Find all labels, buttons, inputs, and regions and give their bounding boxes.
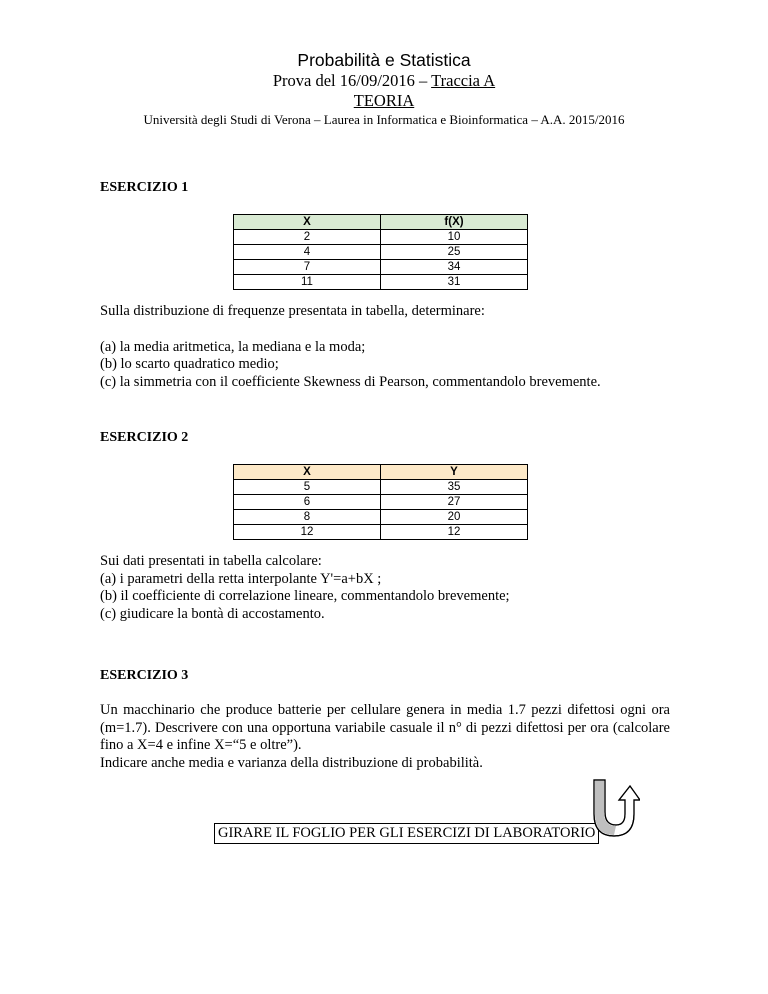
exercise-1-text bbox=[100, 303, 670, 391]
table-cell: 12 bbox=[234, 525, 381, 540]
table-header-row bbox=[234, 215, 528, 230]
theory-label: TEORIA bbox=[353, 91, 415, 110]
exercise-3-text bbox=[100, 702, 670, 772]
exercise-1-item-c: (c) la simmetria con il coefficiente Skewness di Pearson, commentandolo brevemente. bbox=[100, 373, 601, 390]
table-row bbox=[234, 495, 528, 510]
table-row bbox=[234, 525, 528, 540]
table-row bbox=[234, 510, 528, 525]
exercise-3-title: ESERCIZIO 3 bbox=[100, 668, 189, 683]
turn-page-note: GIRARE IL FOGLIO PER GLI ESERCIZI DI LABORATORIO bbox=[214, 823, 599, 844]
table-cell: 7 bbox=[234, 260, 381, 275]
table-row bbox=[234, 480, 528, 495]
table-header-cell: f(X) bbox=[381, 215, 528, 230]
table-cell: 5 bbox=[234, 480, 381, 495]
exercise-1-intro: Sulla distribuzione di frequenze presentata in tabella, determinare: bbox=[100, 303, 485, 319]
course-title: Probabilità e Statistica bbox=[297, 50, 471, 70]
table-cell: 35 bbox=[381, 480, 528, 495]
exercise-2-title: ESERCIZIO 2 bbox=[100, 430, 189, 445]
table-cell: 25 bbox=[381, 245, 528, 260]
table-cell: 8 bbox=[234, 510, 381, 525]
exercise-2-item-a: (a) i parametri della retta interpolante Y'=a+bX ; bbox=[100, 570, 382, 587]
exercise-3-body: Un macchinario che produce batterie per cellulare genera in media 1.7 pezzi difettosi ogni ora (m=1.7). Descrivere con una opportuna variabile casuale il n° di pezzi difettosi per ora (calcolare fino a X=4 e infine X=“5 e oltre”). bbox=[100, 702, 670, 754]
exercise-2-item-c: (c) giudicare la bontà di accostamento. bbox=[100, 605, 325, 622]
table-header-cell: X bbox=[234, 465, 381, 480]
exercise-1-table bbox=[233, 214, 528, 290]
table-cell: 20 bbox=[381, 510, 528, 525]
table-row bbox=[234, 275, 528, 290]
table-cell: 10 bbox=[381, 230, 528, 245]
exercise-2-intro: Sui dati presentati in tabella calcolare: bbox=[100, 553, 322, 569]
table-cell: 2 bbox=[234, 230, 381, 245]
exercise-1-title: ESERCIZIO 1 bbox=[100, 180, 189, 195]
table-row bbox=[234, 260, 528, 275]
exam-date: Prova del 16/09/2016 – bbox=[272, 71, 432, 90]
table-header-cell: X bbox=[234, 215, 381, 230]
table-header-row bbox=[234, 465, 528, 480]
exercise-2-text bbox=[100, 553, 670, 623]
exam-trace: Traccia A bbox=[431, 71, 496, 90]
table-cell: 11 bbox=[234, 275, 381, 290]
exam-subtitle bbox=[0, 71, 768, 91]
table-row bbox=[234, 230, 528, 245]
exercise-2-table bbox=[233, 464, 528, 540]
exercise-2-item-b: (b) il coefficiente di correlazione lineare, commentandolo brevemente; bbox=[100, 588, 510, 605]
exercise-3-body-2: Indicare anche media e varianza della distribuzione di probabilità. bbox=[100, 754, 483, 771]
page-header bbox=[0, 50, 768, 129]
table-cell: 31 bbox=[381, 275, 528, 290]
table-cell: 4 bbox=[234, 245, 381, 260]
table-cell: 6 bbox=[234, 495, 381, 510]
exercise-1-item-b: (b) lo scarto quadratico medio; bbox=[100, 356, 279, 373]
table-cell: 34 bbox=[381, 260, 528, 275]
exercise-1-item-a: (a) la media aritmetica, la mediana e la moda; bbox=[100, 338, 366, 355]
table-cell: 27 bbox=[381, 495, 528, 510]
table-header-cell: Y bbox=[381, 465, 528, 480]
table-cell: 12 bbox=[381, 525, 528, 540]
table-row bbox=[234, 245, 528, 260]
turn-page-arrow-icon bbox=[592, 778, 640, 840]
university-line: Università degli Studi di Verona – Laurea in Informatica e Bioinformatica – A.A. 2015/2016 bbox=[143, 112, 625, 127]
